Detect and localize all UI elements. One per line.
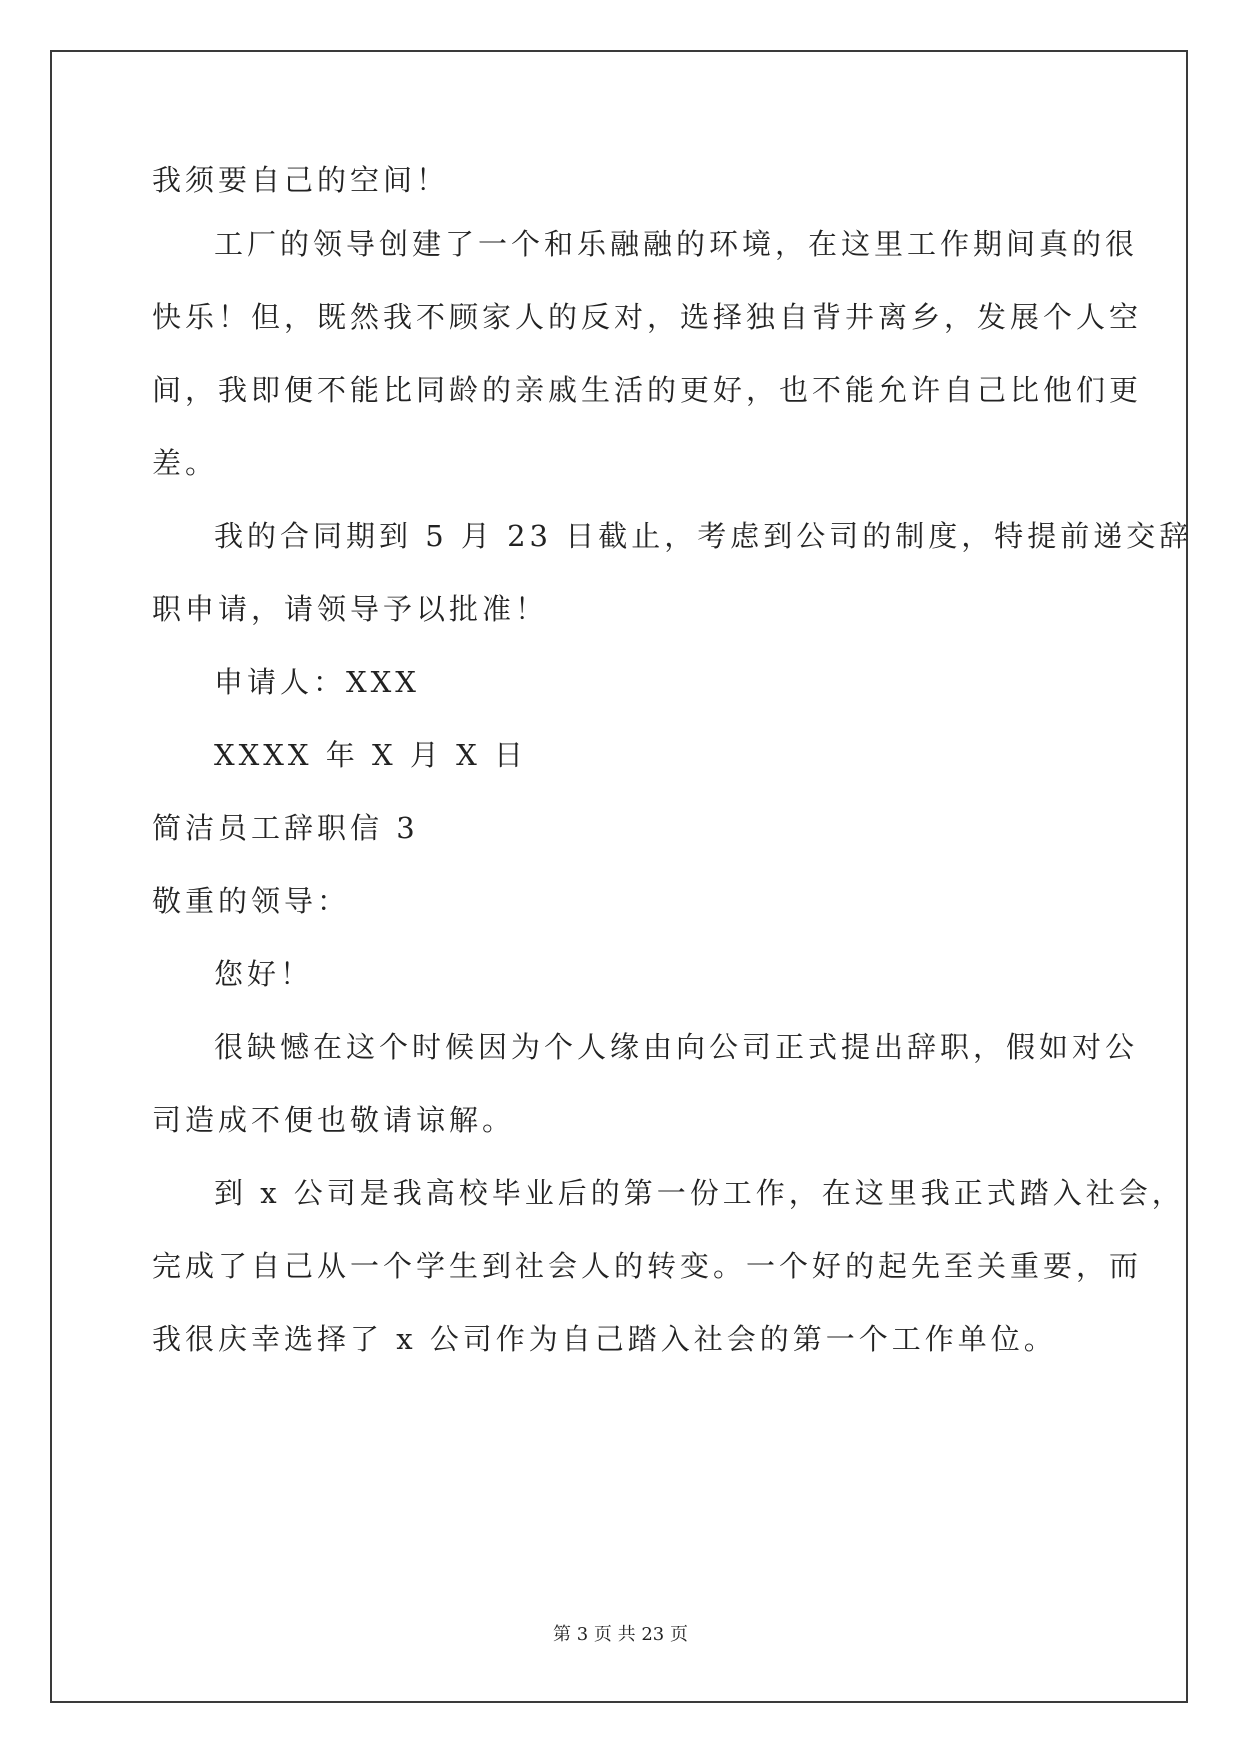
text-line: 司造成不便也敬请谅解。	[152, 1103, 516, 1137]
text-line: 完成了自己从一个学生到社会人的转变。一个好的起先至关重要，而	[152, 1249, 1143, 1283]
paragraph-line: 我的合同期到 5 月 23 日截止，考虑到公司的制度，特提前递交辞	[214, 519, 1193, 553]
date-line: XXXX 年 X 月 X 日	[214, 738, 527, 772]
text-line: 我须要自己的空间！	[152, 163, 450, 197]
paragraph-line: 很缺憾在这个时候因为个人缘由向公司正式提出辞职，假如对公	[214, 1030, 1139, 1064]
applicant-line: 申请人：XXX	[214, 665, 420, 699]
text-line: 职申请，请领导予以批准！	[152, 592, 549, 626]
greeting: 您好！	[214, 957, 314, 991]
paragraph-line: 工厂的领导创建了一个和乐融融的环境，在这里工作期间真的很	[214, 227, 1139, 261]
text-line: 我很庆幸选择了 x 公司作为自己踏入社会的第一个工作单位。	[152, 1322, 1057, 1356]
section-title: 简洁员工辞职信 3	[152, 811, 419, 845]
salutation: 敬重的领导：	[152, 884, 351, 918]
paragraph-line: 到 x 公司是我高校毕业后的第一份工作，在这里我正式踏入社会，	[214, 1176, 1185, 1210]
text-line: 间，我即便不能比同龄的亲戚生活的更好，也不能允许自己比他们更	[152, 373, 1143, 407]
text-line: 差。	[152, 446, 219, 480]
text-line: 快乐！但，既然我不顾家人的反对，选择独自背井离乡，发展个人空	[152, 300, 1143, 334]
page-number-footer: 第 3 页 共 23 页	[553, 1624, 688, 1645]
